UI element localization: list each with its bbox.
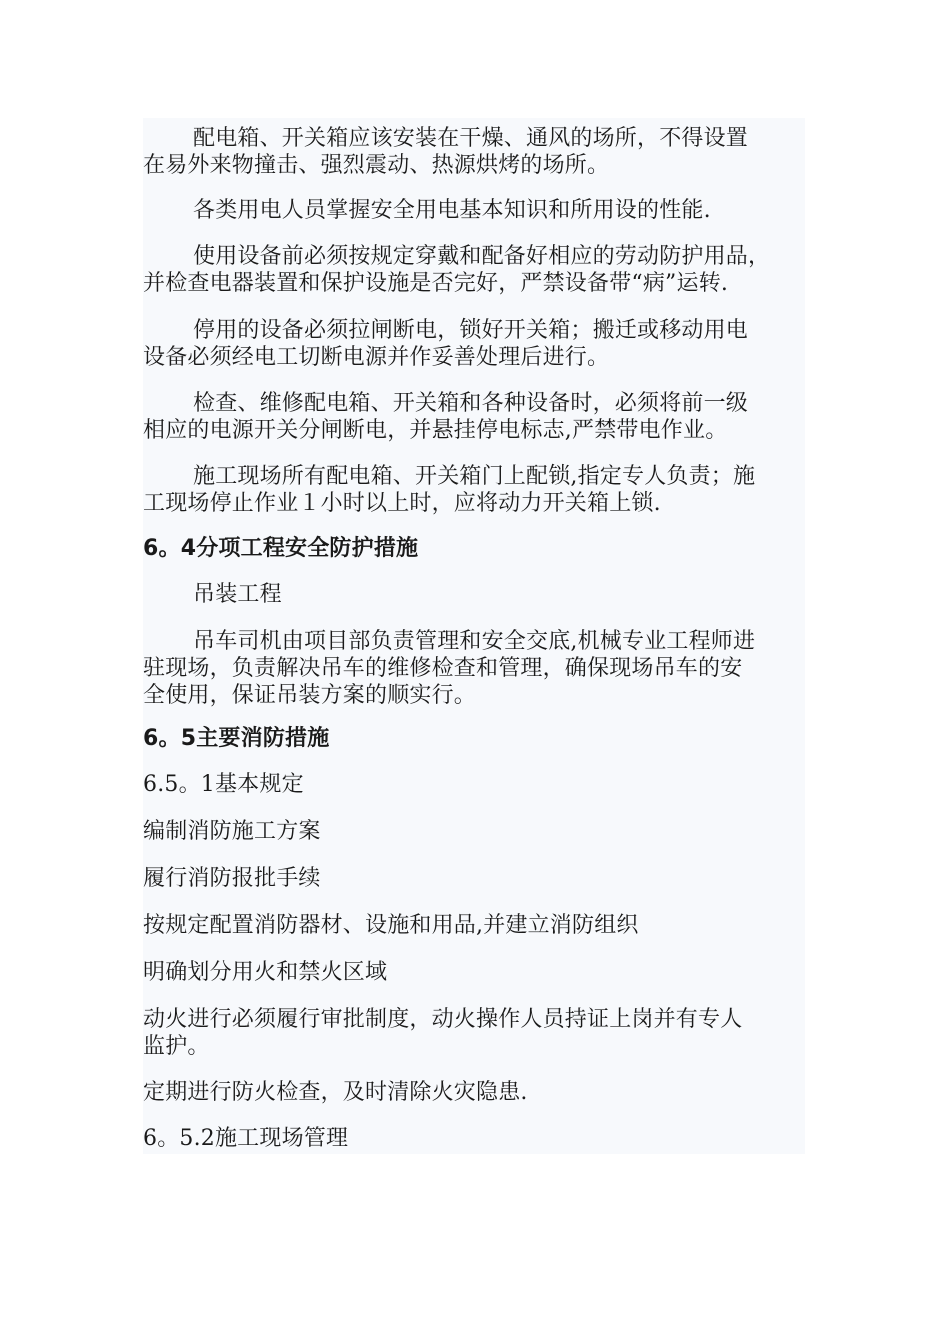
subsection-6-5-2: 6。5.2施工现场管理	[143, 1126, 349, 1151]
paragraph-power-off	[143, 317, 748, 371]
list-item-fire-inspection: 定期进行防火检查，及时清除火灾隐患.	[143, 1080, 528, 1105]
text-line: 设备必须经电工切断电源并作妥善处理后进行。	[143, 345, 610, 370]
subsection-6-5-1: 6.5。1基本规定	[143, 772, 304, 797]
text-line: 动火进行必须履行审批制度，动火操作人员持证上岗并有专人	[143, 1007, 743, 1032]
paragraph-box-locks	[143, 463, 755, 517]
list-item-fire-equipment: 按规定配置消防器材、设施和用品,并建立消防组织	[143, 913, 639, 938]
paragraph-maintenance	[143, 390, 748, 444]
text-line: 监护。	[143, 1034, 210, 1059]
text-line: 停用的设备必须拉闸断电，锁好开关箱；搬迁或移动用电	[193, 318, 749, 343]
section-heading-6-5: 6。5主要消防措施	[143, 726, 330, 751]
list-item-fire-zones: 明确划分用火和禁火区域	[143, 960, 388, 985]
text-line: 相应的电源开关分闸断电，并悬挂停电标志,严禁带电作业。	[143, 418, 728, 443]
list-item-fire-approval: 履行消防报批手续	[143, 866, 321, 891]
text-line: 全使用，保证吊装方案的顺实行。	[143, 683, 477, 708]
list-item-hot-work	[143, 1006, 742, 1060]
paragraph-electrical-knowledge: 各类用电人员掌握安全用电基本知识和所用设的性能.	[193, 198, 711, 223]
section-heading-6-4: 6。4分项工程安全防护措施	[143, 536, 419, 561]
text-line: 吊车司机由项目部负责管理和安全交底,机械专业工程师进	[193, 629, 756, 654]
text-line: 在易外来物撞击、强烈震动、热源烘烤的场所。	[143, 153, 610, 178]
text-line: 工现场停止作业１小时以上时，应将动力开关箱上锁.	[143, 491, 661, 516]
paragraph-distribution-box-location	[143, 125, 748, 179]
text-line: 并检查电器装置和保护设施是否完好，严禁设备带“病”运转.	[143, 271, 729, 296]
document-content	[143, 118, 805, 1154]
list-item-fire-plan: 编制消防施工方案	[143, 819, 321, 844]
text-line: 使用设备前必须按规定穿戴和配备好相应的劳动防护用品，	[193, 244, 771, 269]
paragraph-crane-operator	[143, 628, 755, 709]
text-line: 施工现场所有配电箱、开关箱门上配锁,指定专人负责；施	[193, 464, 756, 489]
text-line: 检查、维修配电箱、开关箱和各种设备时，必须将前一级	[193, 391, 749, 416]
text-line: 配电箱、开关箱应该安装在干燥、通风的场所，不得设置	[193, 126, 749, 151]
paragraph-protective-equipment	[143, 243, 770, 297]
text-line: 驻现场，负责解决吊车的维修检查和管理，确保现场吊车的安	[143, 656, 743, 681]
paragraph-lifting-works: 吊装工程	[193, 582, 282, 607]
